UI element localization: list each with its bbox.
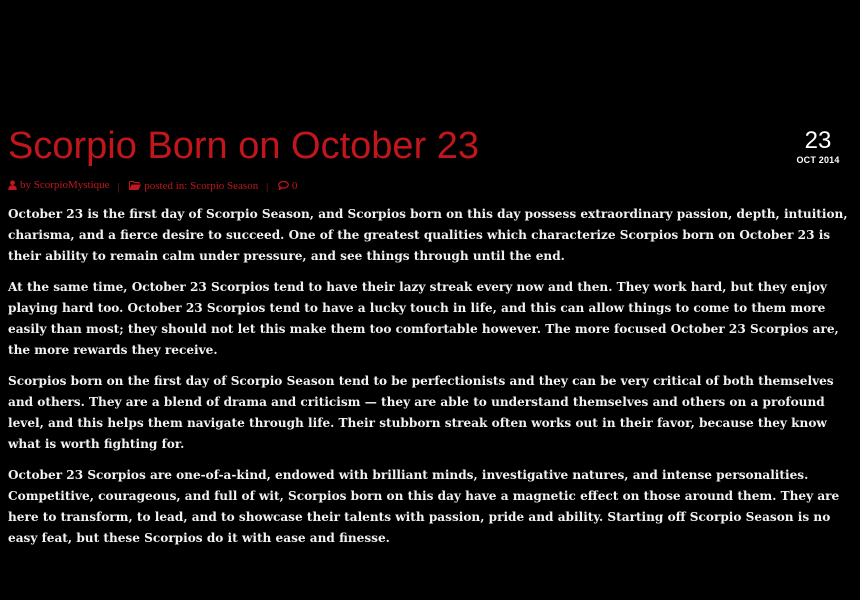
- author-prefix: by: [20, 179, 31, 191]
- comments-count-link[interactable]: 0: [291, 179, 298, 192]
- date-day: 23: [804, 127, 832, 154]
- comments-meta: [278, 179, 298, 193]
- comments-icon: [278, 181, 289, 190]
- folder-icon: [129, 181, 141, 190]
- post-content: [8, 204, 856, 559]
- post-paragraph: At the same time, October 23 Scorpios tend to have their lazy streak every now and then. They work hard, but they enjoy playing hard too. October 23 Scorpios tend to have a lucky touch in life, and this can allow things to come to them more easily than most; they should not let this make them too comfortable however. The more focused October 23 Scorpios are, the more rewards they receive.: [8, 280, 839, 357]
- post-paragraph: October 23 is the first day of Scorpio Season, and Scorpios born on this day possess extraordinary passion, depth, intuition, charisma, and a fierce desire to succeed. One of the greatest qualities which characterize Scorpios born on October 23 is their ability to remain calm under pressure, and see things through until the end.: [8, 207, 848, 263]
- meta-separator: |: [265, 181, 269, 193]
- meta-separator: |: [117, 181, 120, 193]
- post-paragraph: Scorpios born on the first day of Scorpio Season tend to be perfectionists and they can be very critical of both themselves and others. They are a blend of drama and criticism — they are able to understand themselves and others on a profound level, and this helps them navigate through life. Their stubborn streak often works out in their favor, because they know what is worth fighting for.: [8, 374, 834, 451]
- category-meta: [129, 179, 258, 193]
- author-meta: [8, 178, 110, 192]
- post-meta: [8, 178, 297, 194]
- post-title: Scorpio Born on October 23: [8, 125, 480, 167]
- category-link[interactable]: Scorpio Season: [190, 179, 259, 192]
- date-month-year: OCT 2014: [796, 155, 840, 165]
- author-link[interactable]: ScorpioMystique: [33, 179, 110, 191]
- date-badge: [788, 128, 848, 166]
- category-prefix: posted in:: [144, 179, 188, 192]
- post-header: [8, 124, 788, 168]
- post-paragraph: October 23 Scorpios are one-of-a-kind, endowed with brilliant minds, investigative natures, and intense personalities. Competitive, courageous, and full of wit, Scorpios born on this day have a magnetic effect on those around them. They are here to transform, to lead, and to showcase their talents with passion, pride and ability. Starting off Scorpio Season is no easy feat, but these Scorpios do it with ease and finesse.: [8, 468, 840, 545]
- user-icon: [8, 180, 17, 190]
